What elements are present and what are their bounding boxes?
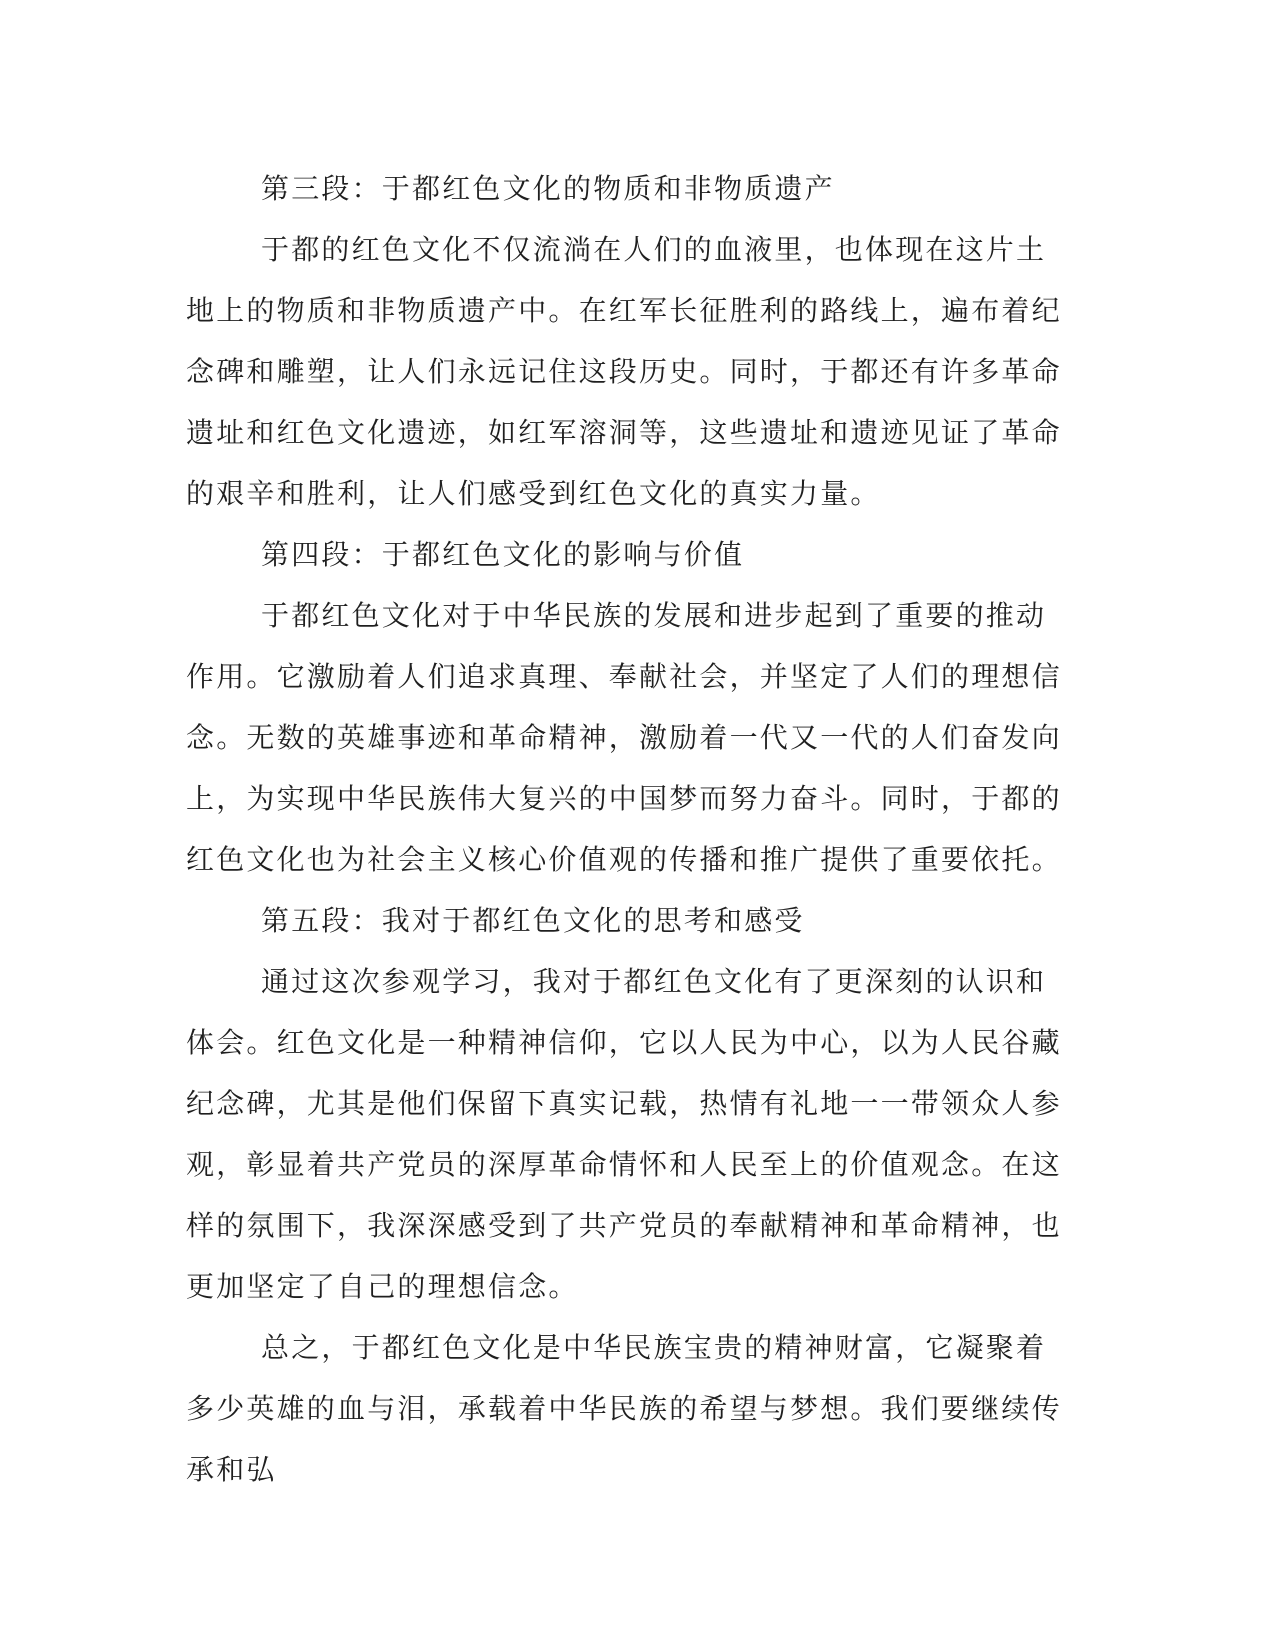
section-heading-4: 第四段：于都红色文化的影响与价值 — [261, 538, 745, 571]
section-heading-5: 第五段：我对于都红色文化的思考和感受 — [261, 904, 805, 937]
section-paragraph-5: 通过这次参观学习，我对于都红色文化有了更深刻的认识和体会。红色文化是一种精神信仰，它以人民为中心，以为人民谷藏纪念碑，尤其是他们保留下真实记载，热情有礼地一一带领众人参观，彰显着共产党员的深厚革命情怀和人民至上的价值观念。在这样的氛围下，我深深感受到了共产党员的奉献精神和革命精神，也更加坚定了自己的理想信念。 — [186, 965, 1062, 1303]
section-paragraph-3: 于都的红色文化不仅流淌在人们的血液里，也体现在这片土地上的物质和非物质遗产中。在红军长征胜利的路线上，遍布着纪念碑和雕塑，让人们永远记住这段历史。同时，于都还有许多革命遗址和红色文化遗迹，如红军溶洞等，这些遗址和遗迹见证了革命的艰辛和胜利，让人们感受到红色文化的真实力量。 — [186, 233, 1062, 510]
document-body — [186, 158, 1076, 1500]
conclusion-paragraph: 总之，于都红色文化是中华民族宝贵的精神财富，它凝聚着多少英雄的血与泪，承载着中华民族的希望与梦想。我们要继续传承和弘 — [186, 1331, 1062, 1486]
section-heading-3: 第三段：于都红色文化的物质和非物质遗产 — [261, 172, 835, 205]
section-paragraph-4: 于都红色文化对于中华民族的发展和进步起到了重要的推动作用。它激励着人们追求真理、奉献社会，并坚定了人们的理想信念。无数的英雄事迹和革命精神，激励着一代又一代的人们奋发向上，为实现中华民族伟大复兴的中国梦而努力奋斗。同时，于都的红色文化也为社会主义核心价值观的传播和推广提供了重要依托。 — [186, 599, 1062, 876]
